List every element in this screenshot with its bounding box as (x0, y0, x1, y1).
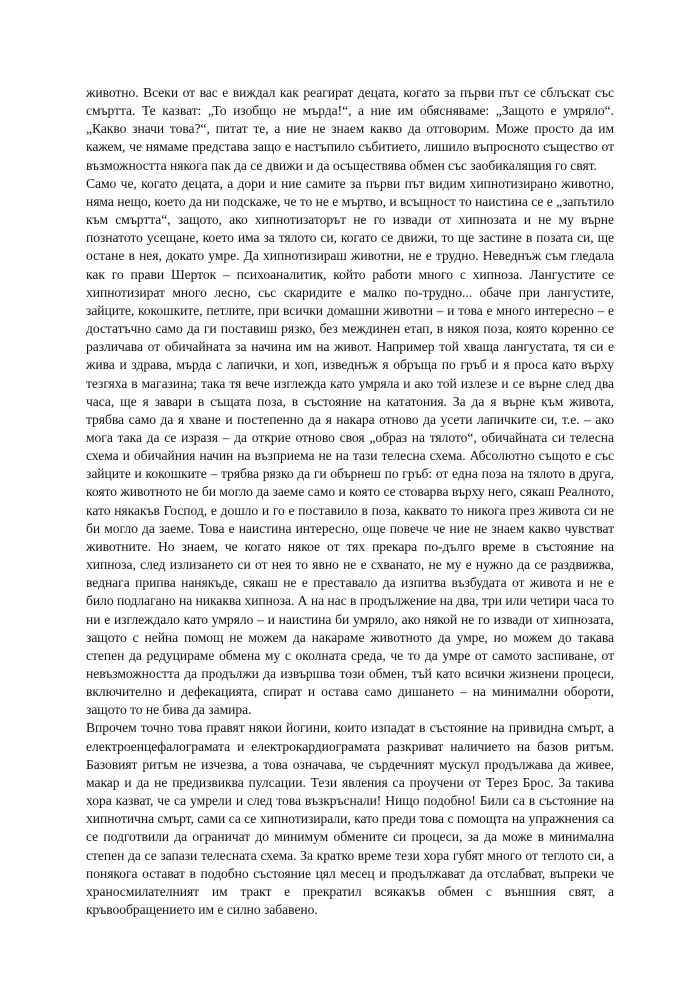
paragraph-1: животно. Всеки от вас е виждал как реагират децата, когато за първи път се сблъскат със смъртта. Те казват: „То изобщо не мърда!“, а ние им обясняваме: „Защото е умряло“. „Какво значи това?“, питат те, а ние не знаем какво да отговорим. Може просто да им кажем, че нямаме представа защо е настъпило събитието, лишило въпросното същество от възможността някога пак да се движи и да осъществява обмен със заобикалящия го свят. (86, 85, 614, 173)
paragraph-3: Впрочем точно това правят някои йогини, които изпадат в състояние на привидна смърт, а електроенцефалограмата и електрокардиограмата разкриват наличието на базов ритъм. Базовият ритъм не изчезва, а това означава, че сърдечният мускул продължава да живее, макар и да не предизвиква пулсации. Тези явления са проучени от Терез Брос. За такива хора казват, че са умрели и след това възкръснали! Нищо подобно! Били са в състояние на хипнотична смърт, сами са се хипнотизирали, като преди това с помощта на упражнения са се подготвили да ограничат до минимум обмените си процеси, за да може в минимална степен да се запази телесната схема. За кратко време тези хора губят много от теглото си, а понякога остават в подобно състояние цял месец и продължават да отслабват, въпреки че храносмилателният им тракт е прекратил всякакъв обмен с външния свят, а кръвообращението им е силно забавено. (86, 720, 614, 918)
body-text (86, 84, 614, 919)
paragraph-2: Само че, когато децата, а дори и ние самите за първи път видим хипнотизирано животно, няма нещо, което да ни подскаже, че то не е мъртво, и всъщност то наистина се е „запътило към смъртта“, защото, ако хипнотизаторът не го извади от хипнозата и не му върне познатото усещане, което има за тялото си, когато се движи, то ще застине в позата си, ще остане в нея, докато умре. Да хипнотизираш животни, не е трудно. Неведнъж съм гледала как го прави Шерток – психоаналитик, който работи много с хипноза. Лангустите се хипнотизират много лесно, сьс скаридите е малко по-трудно... обаче при лангустите, зайците, кокошките, петлите, при всички домашни животни – и това е много интересно – е достатъчно само да ги поставиш рязко, без междинен етап, в някоя поза, която коренно се различава от обичайната за начина им на живот. Например той хваща лангустата, тя си е жива и здрава, мърда с лапички, и хоп, изведнъж я обръща по гръб и я проса като върху тезгяха в магазина; така тя вече изглежда като умряла и ако той излезе и се върне след два часа, ще я завари в същата поза, в състояние на кататония. За да я върне към живота, трябва само да я хване и постепенно да я накара отново да усети лапичките си, т.е. – ако мога така да се изразя – да открие отново своя „образ на тялото“, обичайната си телесна схема и обичайния начин на възприема не на тази телесна схема. Абсолютно същото е със зайците и кокошките – трябва рязко да ги обърнеш по гръб: от една поза на тялото в друга, която животното не би могло да заеме само и която се стоварва върху него, сякаш Реалното, като някакъв Господ, е дошло и го е поставило в поза, каквато то никога през живота си не би могло да заеме. Това е наистина интересно, още повече че ние не знаем какво чувстват животните. Но знаем, че когато някое от тях прекара по-дълго време в състояние на хипноза, след излизането си от нея то явно не е схванато, не му е нужно да се раздвижва, веднага припва нанякъде, сякаш не е преставало да изпитва възбудата от живота и не е било подлагано на никаква хипноза. А на нас в продължение на два, три или четири часа то ни е изглеждало като умряло – и наистина би умряло, ако някой не го извади от хипнозата, защото с нейна помощ не можем да накараме животното да умре, но можем до такава степен да редуцираме обмена му с околната среда, че то да умре от самото заспиване, от невъзможността да продължи да извършва този обмен, тъй като всички жизнени процеси, включително и дефекацията, спират и остава само дишането – на минимални обороти, защото то не бива да замира. (86, 175, 614, 718)
